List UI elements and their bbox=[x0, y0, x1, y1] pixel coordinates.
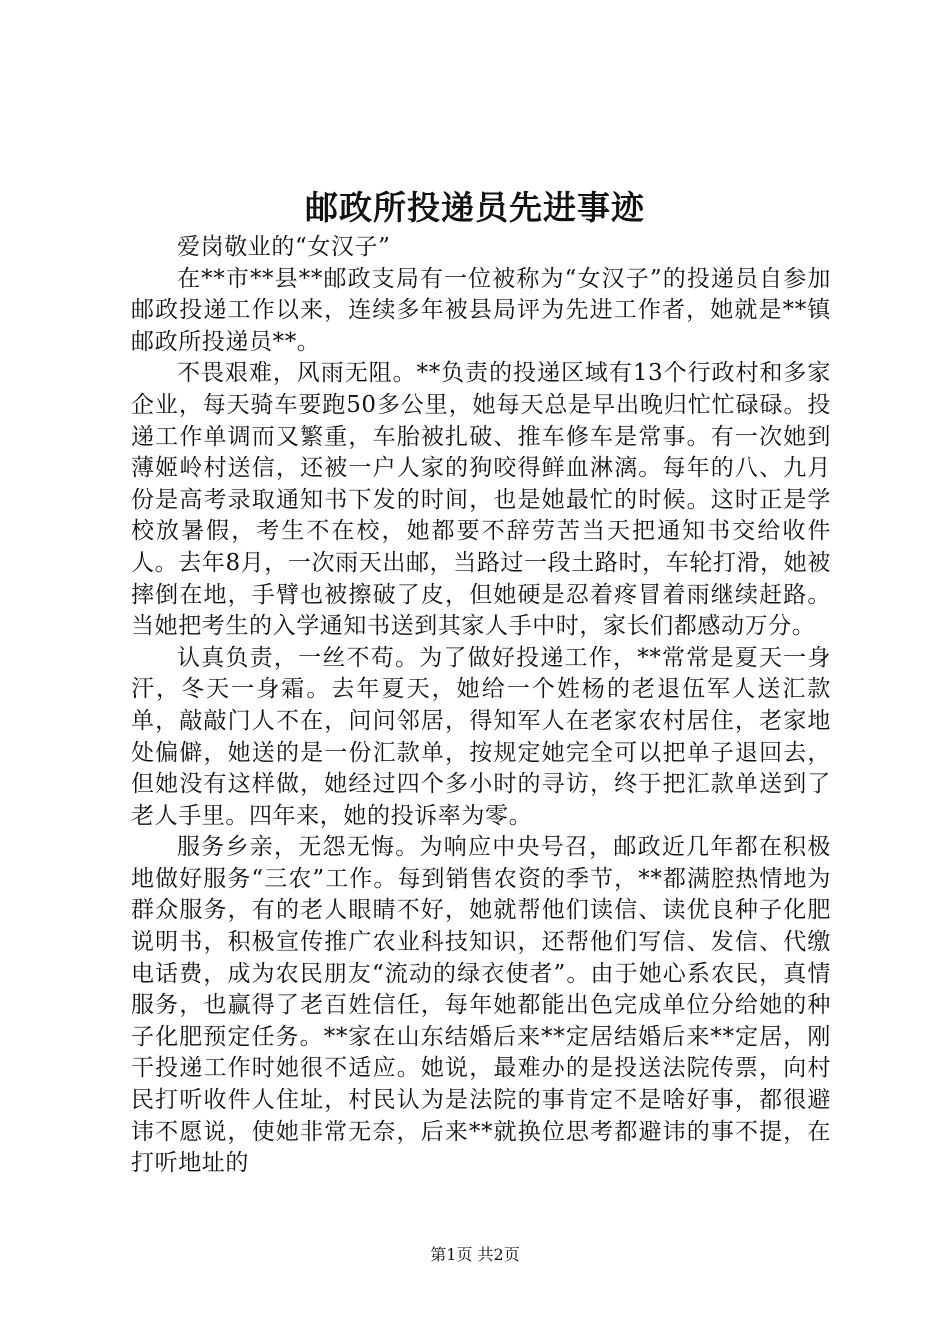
paragraph-intro: 在**市**县**邮政支局有一位被称为“女汉子”的投递员自参加邮政投递工作以来，连续多年被县局评为先进工作者，她就是**镇邮政所投递员**。 bbox=[131, 265, 831, 355]
document-body bbox=[131, 232, 831, 1180]
paragraph-hardship: 不畏艰难，风雨无阻。**负责的投递区域有13个行政村和多家企业，每天骑车要跑50多公里，她每天总是早出晚归忙忙碌碌。投递工作单调而又繁重，车胎被扎破、推车修车是常事。有一次她到薄姬岭村送信，还被一户人家的狗咬得鲜血淋漓。每年的八、九月份是高考录取通知书下发的时间，也是她最忙的时候。这时正是学校放暑假，考生不在校，她都要不辞劳苦当天把通知书交给收件人。去年8月，一次雨天出邮，当路过一段土路时，车轮打滑，她被摔倒在地，手臂也被擦破了皮，但她硬是忍着疼冒着雨继续赶路。当她把考生的入学通知书送到其家人手中时，家长们都感动万分。 bbox=[131, 360, 831, 640]
paragraph-service: 服务乡亲，无怨无悔。为响应中央号召，邮政近几年都在积极地做好服务“三农”工作。每到销售农资的季节，**都满腔热情地为群众服务，有的老人眼睛不好，她就帮他们读信、读优良种子化肥说明书，积极宣传推广农业科技知识，还帮他们写信、发信、代缴电话费，成为农民朋友“流动的绿衣使者”。由于她心系农民，真情服务，也赢得了老百姓信任，每年她都能出色完成单位分给她的种子化肥预定任务。**家在山东结婚后来**定居结婚后来**定居，刚干投递工作时她很不适应。她说，最难办的是投送法院传票，向村民打听收件人住址，村民认为是法院的事肯定不是啥好事，都很避讳不愿说，使她非常无奈，后来**就换位思考都避讳的事不提，在打听地址的 bbox=[131, 834, 831, 1177]
document-title: 邮政所投递员先进事迹 bbox=[305, 188, 645, 227]
paragraph-diligence: 认真负责，一丝不苟。为了做好投递工作，**常常是夏天一身汗，冬天一身霜。去年夏天，她给一个姓杨的老退伍军人送汇款单，敲敲门人不在，问问邻居，得知军人在老家农村居住，老家地处偏僻，她送的是一份汇款单，按规定她完全可以把单子退回去，但她没有这样做，她经过四个多小时的寻访，终于把汇款单送到了老人手里。四年来，她的投诉率为零。 bbox=[131, 644, 831, 829]
paragraph-subtitle: 爱岗敬业的“女汉子” bbox=[177, 234, 391, 260]
page-footer: 第1页 共2页 bbox=[430, 1245, 520, 1264]
